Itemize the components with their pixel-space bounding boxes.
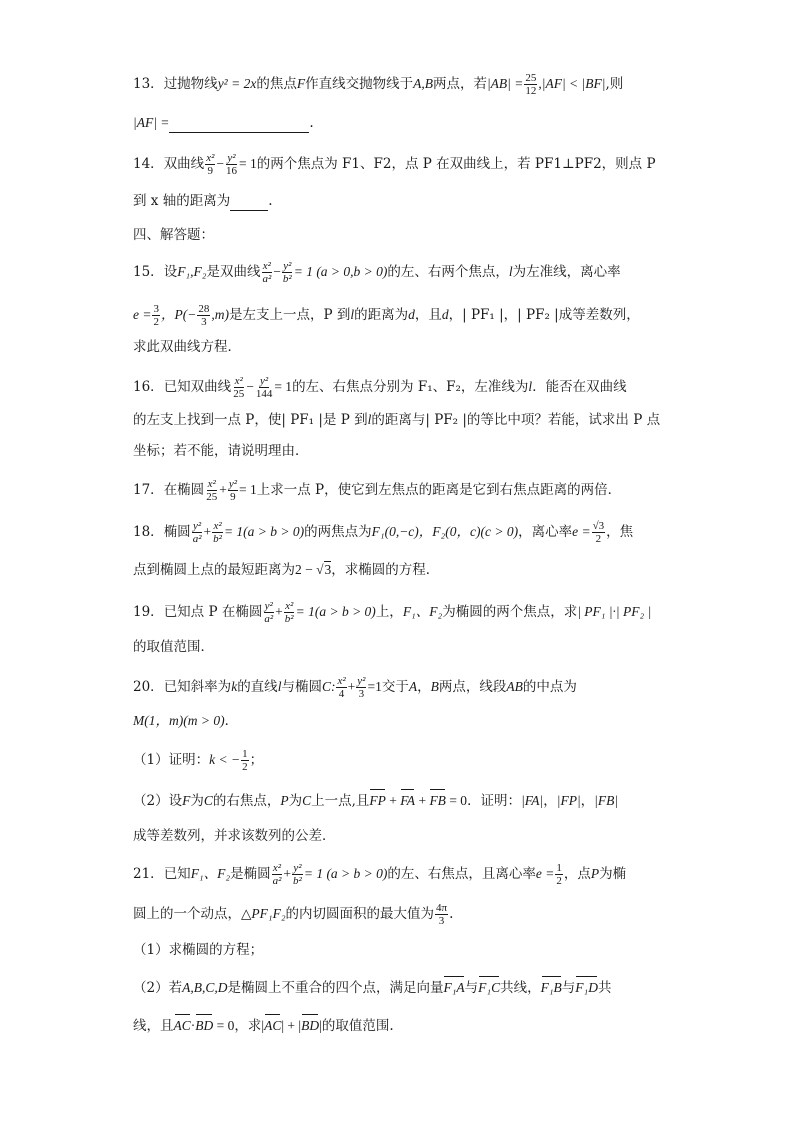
- q16-line-3: 坐标；若不能，请说明理由．: [133, 443, 309, 459]
- q15-line-2: e = $\frac{3}{2}$ ，P(− $\frac{28}{3}$ ,m)是左支上一点，P 到l的距离为d，且d，| PF₁ |，| PF₂ |成等差数列，: [133, 303, 640, 328]
- q20-sub-1: （1）证明：k < − $\frac{1}{2}$ ；: [133, 748, 264, 773]
- q18-line-1: 18．椭圆 $\frac{\text{y²}}{\text{a²}}$ + $\frac{\text{x²}}{\text{b²}}$ = 1(a > b > 0)的两焦点为F₁(0,−c)，F₂(0，c)(c > 0)，离心率e = $\frac{√3}{2}$ ，焦: [133, 520, 634, 545]
- q16-line-2: 的左支上找到一点 P，使| PF₁ |是 P 到l的距离与| PF₂ |的等比中项？若能，试求出 P 点: [133, 412, 661, 428]
- q15-line-3: 求此双曲线方程．: [133, 339, 241, 355]
- q20-line-1: 20．已知斜率为k的直线l与椭圆C: $\frac{\text{x²}}{4}$ + $\frac{\text{y²}}{3}$ =1交于A，B两点，线段AB的中点为: [133, 675, 577, 700]
- section-4-heading: 四、解答题：: [133, 227, 214, 243]
- q20-sub-2: （2）设F为C的右焦点，P为C上一点,且FP + FA + FB = 0．证明：|FA|，|FP|，|FB|: [133, 793, 619, 809]
- q13-number: 13．: [133, 76, 164, 92]
- q13-line-2: |AF| = .: [133, 115, 314, 131]
- q15-line-1: 15．设F₁,F₂是双曲线 $\frac{\text{x²}}{\text{a²}}$ − $\frac{\text{y²}}{\text{b²}}$ = 1 (a > 0,b > 0)的左、右两个焦点，l为左准线，离心率: [133, 260, 621, 285]
- q20-line-2: M(1，m)(m > 0)．: [133, 713, 239, 729]
- q21-line-5: 线，且AC·BD = 0，求|AC| + |BD|的取值范围.: [133, 1018, 394, 1034]
- q19-line-1: 19．已知点 P 在椭圆 $\frac{\text{y²}}{\text{a²}}$ + $\frac{\text{x²}}{\text{b²}}$ = 1(a > b > 0)上，F₁、F₂为椭圆的两个焦点，求| PF₁ |·| PF₂ |: [133, 600, 652, 625]
- q14-line-1: 14．双曲线 $\frac{\text{x²}}{9}$ − $\frac{\text{y²}}{16}$ = 1的两个焦点为 F1、F2，点 P 在双曲线上，若 PF1⊥PF2，则点 P: [133, 152, 656, 177]
- q19-line-2: 的取值范围．: [133, 639, 214, 655]
- q21-sub-2: （2）若A,B,C,D是椭圆上不重合的四个点，满足向量F₁A与F₁C共线，F₁B与F₁D共: [133, 980, 612, 996]
- q17-line-1: 17．在椭圆 $\frac{\text{x²}}{25}$ + $\frac{\text{y²}}{9}$ = 1上求一点 P，使它到左焦点的距离是它到右焦点距离的两倍．: [133, 478, 622, 503]
- q20-line-5: 成等差数列，并求该数列的公差．: [133, 828, 336, 844]
- q14-answer-blank[interactable]: [230, 196, 268, 211]
- q13-answer-blank[interactable]: [169, 118, 309, 133]
- q21-line-1: 21．已知F₁、F₂是椭圆 $\frac{\text{x²}}{\text{a²}}$ + $\frac{\text{y²}}{\text{b²}}$ = 1 (a > b > 0)的左、右焦点，且离心率e = $\frac{1}{2}$ ，点P为椭: [133, 862, 627, 887]
- q21-line-2: 圆上的一个动点，△PF₁F₂的内切圆面积的最大值为 $\frac{4\pi}{3}$ .: [133, 902, 454, 927]
- q21-sub-1: （1）求椭圆的方程；: [133, 942, 264, 958]
- q13-line-1: 13．过抛物线y² = 2x的焦点F作直线交抛物线于A,B两点，若|AB| = $\frac{25}{12}$ ,|AF| < |BF|,则: [133, 72, 624, 97]
- q16-line-1: 16．已知双曲线 $\frac{\text{x²}}{25}$ − $\frac{\text{y²}}{144}$ = 1的左、右焦点分别为 F₁、F₂，左准线为l．能否在双曲线: [133, 375, 627, 400]
- q14-number: 14．: [133, 156, 164, 172]
- q13-fraction: $\frac{25}{12}$: [525, 72, 537, 97]
- q18-line-2: 点到椭圆上点的最短距离为2 − √3，求椭圆的方程．: [133, 562, 440, 578]
- q13-parabola-equation: y² = 2x: [217, 76, 257, 91]
- q14-line-2: 到 x 轴的距离为 .: [133, 193, 273, 209]
